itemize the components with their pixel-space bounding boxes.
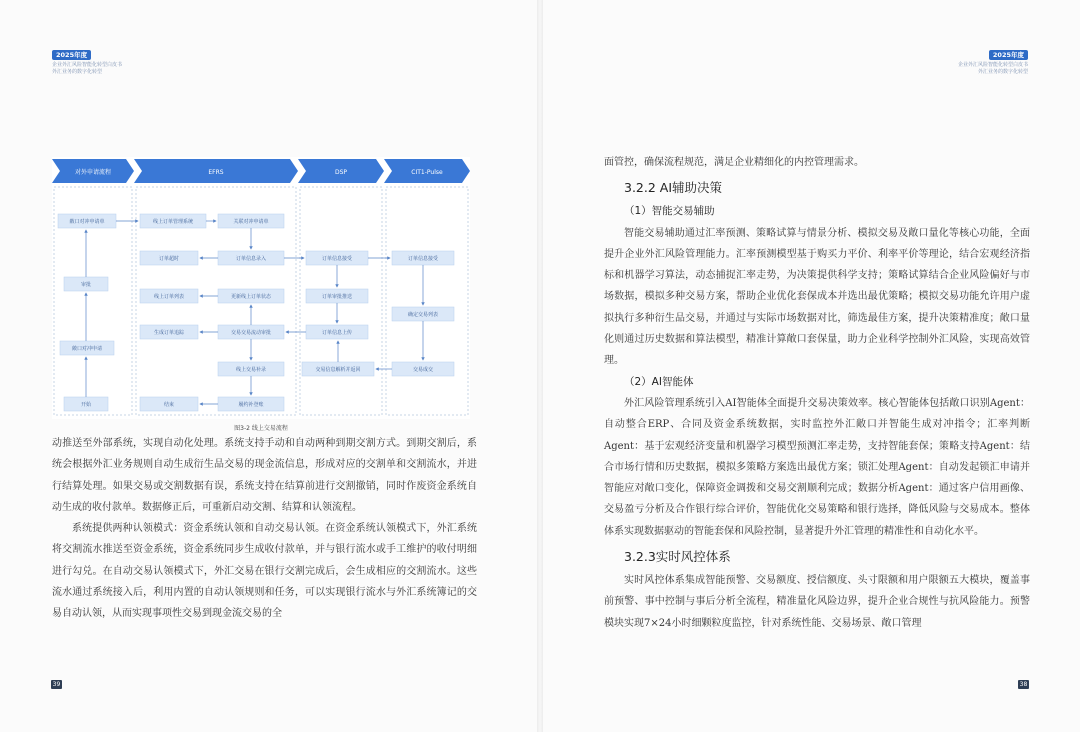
node-label: 订单信息上传 [321,330,353,336]
node-label: 订单信息录入 [235,256,267,262]
node-label: 关联对冲申请单 [233,219,269,225]
node-label: 线上交易补录 [235,367,267,373]
flow-diagram-svg [52,157,470,419]
lane-title-2: EFRS [208,169,224,176]
section-heading-3-2-2: 3.2.2 AI辅助决策 [624,180,723,196]
node-label: 线上订单管理系统 [152,219,194,225]
node-label: 线上订单列表 [153,294,185,300]
paragraph: 动推送至外部系统，实现自动化处理。系统支持手动和自动两种到期交割方式。到期交割后，系统会根据外汇业务规则自动生成衍生品交易的现金流信息，形成对应的交割单和交割流水，并进行结算处理。如果交易或交割数据有误，系统支持在结算前进行交割撤销，同时作废资金系统自动生成的收付款单。数据修正后，可重新启动交割、结算和认领流程。 [52,438,477,513]
paragraph: 外汇风险管理系统引入AI智能体全面提升交易决策效率。核心智能体包括敞口识别Agent：自动整合ERP、合同及资金系统数据，实时监控外汇敞口并智能生成对冲指令；汇率判断Agent：基于宏观经济变量和机器学习模型预测汇率走势，支持智能套保；策略支持Agent：结合市场行情和历史数据，模拟多策略方案选出最优方案；锁汇处理Agent：自动发起锁汇申请并智能应对敞口变化，保障资金调拨和交易交割顺利完成；数据分析Agent：通过客户信用画像、交易盈亏分析及合作银行综合评价，智能优化交易策略和银行选择，降低风险与交易成本。整体体系实现数据驱动的智能套保和风险控制，显著提升外汇管理的精准性和自动化水平。 [604,397,1030,537]
figure-caption: 图3-2 线上交易流程 [234,425,288,432]
node-label: 开始 [80,402,92,408]
header-left [52,50,122,75]
node-label: 敞口对冲申请 [71,346,103,352]
node-label: 订单信息接受 [321,256,353,262]
header-right [958,50,1028,75]
paragraph: 实时风控体系集成智能预警、交易额度、授信额度、头寸限额和用户限额五大模块，覆盖事前预警、事中控制与事后分析全流程，精准量化风险边界，提升企业合规性与抗风险能力。预警模块实现7×24小时细颗粒度监控，针对系统性能、交易场景、敞口管理 [604,575,1030,629]
node-label: 敞口对冲申请单 [69,219,105,225]
left-column [52,433,477,625]
page-number-right: 38 [1019,681,1028,688]
node-label: 订单超时 [158,256,180,262]
node-label: 生成订单追踪 [153,330,185,336]
header-line-1: 企业外汇风险智能化转型白皮书 [52,62,123,68]
subheading-ai-agent: （2）AI智能体 [624,375,694,388]
node-label: 订单审批推送 [321,294,353,300]
book-gutter [537,0,543,732]
lane-title-1: 对外申请流程 [74,169,112,176]
node-label: 履约补登账 [238,402,264,408]
header-line-2: 外汇业务的数字化转型 [52,68,103,75]
page-number-left: 39 [52,681,61,688]
header-line-1: 企业外汇风险智能化转型白皮书 [957,62,1028,68]
node-label: 更新线上订单状态 [230,294,272,300]
node-label: 交易信息解析并返回 [315,367,361,373]
node-label: 交易交易流动审批 [230,330,272,336]
paragraph: 面管控，确保流程规范，满足企业精细化的内控管理需求。 [604,157,864,168]
paragraph: 智能交易辅助通过汇率预测、策略试算与情景分析、模拟交易及敞口量化等核心功能，全面提升企业外汇风险管理能力。汇率预测模型基于购买力平价、利率平价等理论，结合宏观经济指标和机器学习算法，动态捕捉汇率走势，为决策提供科学支持；策略试算结合企业风险偏好与市场数据，模拟多种交易方案，帮助企业优化套保成本并选出最优策略；模拟交易功能允许用户虚拟执行多种衍生品交易，并通过与实际市场数据对比，筛选最佳方案，提升决策精准度；敞口量化则通过历史数据和算法模型，精准计算敞口套保量，助力企业科学控制外汇风险，实现高效管理。 [604,227,1030,367]
flow-diagram [52,157,470,419]
node-label: 确定交易列表 [407,312,439,318]
node-label: 结束 [163,402,175,408]
lane-title-3: DSP [334,169,348,176]
paragraph: 系统提供两种认领模式：资金系统认领和自动交易认领。在资金系统认领模式下，外汇系统将交割流水推送至资金系统，资金系统同步生成收付款单，并与银行流水或手工维护的收付明细进行勾兑。在自动交易认领模式下，外汇交易在银行交割完成后，会生成相应的交割流水。这些流水通过系统接入后，利用内置的自动认领规则和任务，可以实现银行流水与外汇系统簿记的交易自动认领，从而实现事项性交易到现金流交易的全 [52,523,477,620]
node-label: 订单信息接受 [407,256,439,262]
header-line-2: 外汇业务的数字化转型 [977,68,1028,75]
diagram-background [52,157,470,419]
lane-title-4: CIT1-Pulse [411,169,443,176]
right-column [604,152,1030,634]
node-label: 交易成交 [412,367,434,373]
node-label: 审批 [80,282,92,288]
subheading-smart-trading: （1）智能交易辅助 [624,205,715,218]
header-year-badge: 2025年度 [989,50,1028,60]
header-year-badge: 2025年度 [52,50,91,60]
section-heading-3-2-3: 3.2.3实时风控体系 [624,549,731,565]
